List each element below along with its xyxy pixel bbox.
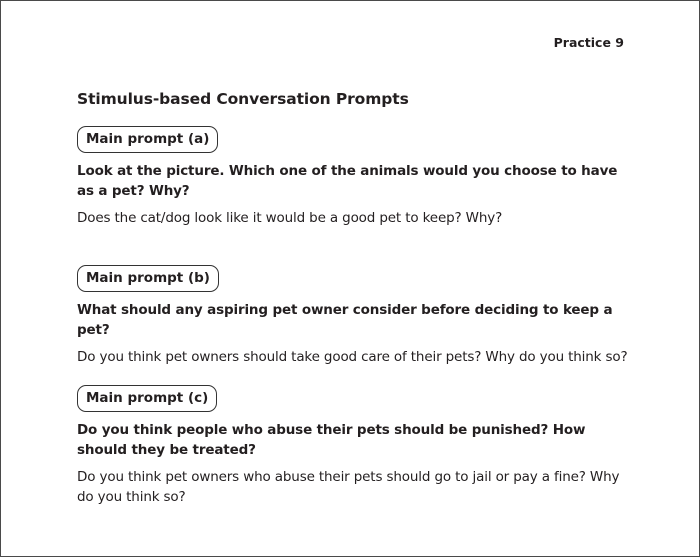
followup-question-b: Do you think pet owners should take good care of their pets? Why do you think so? — [77, 349, 628, 365]
prompt-badge-c: Main prompt (c) — [77, 385, 217, 412]
prompt-badge-b: Main prompt (b) — [77, 265, 219, 292]
main-question-c: Do you think people who abuse their pets should be punished? How should they be treated? — [77, 422, 586, 458]
prompt-block-c — [77, 385, 637, 507]
prompt-block-b — [77, 265, 637, 367]
practice-label: Practice 9 — [553, 35, 624, 50]
section-title: Stimulus-based Conversation Prompts — [77, 90, 409, 108]
main-question-a: Look at the picture. Which one of the animals would you choose to have as a pet? Why? — [77, 163, 618, 199]
main-question-b: What should any aspiring pet owner consider before deciding to keep a pet? — [77, 302, 613, 338]
followup-question-c: Do you think pet owners who abuse their pets should go to jail or pay a fine? Why do you think so? — [77, 469, 620, 505]
prompt-block-a — [77, 126, 637, 228]
prompt-badge-a: Main prompt (a) — [77, 126, 218, 153]
followup-question-a: Does the cat/dog look like it would be a good pet to keep? Why? — [77, 210, 503, 226]
